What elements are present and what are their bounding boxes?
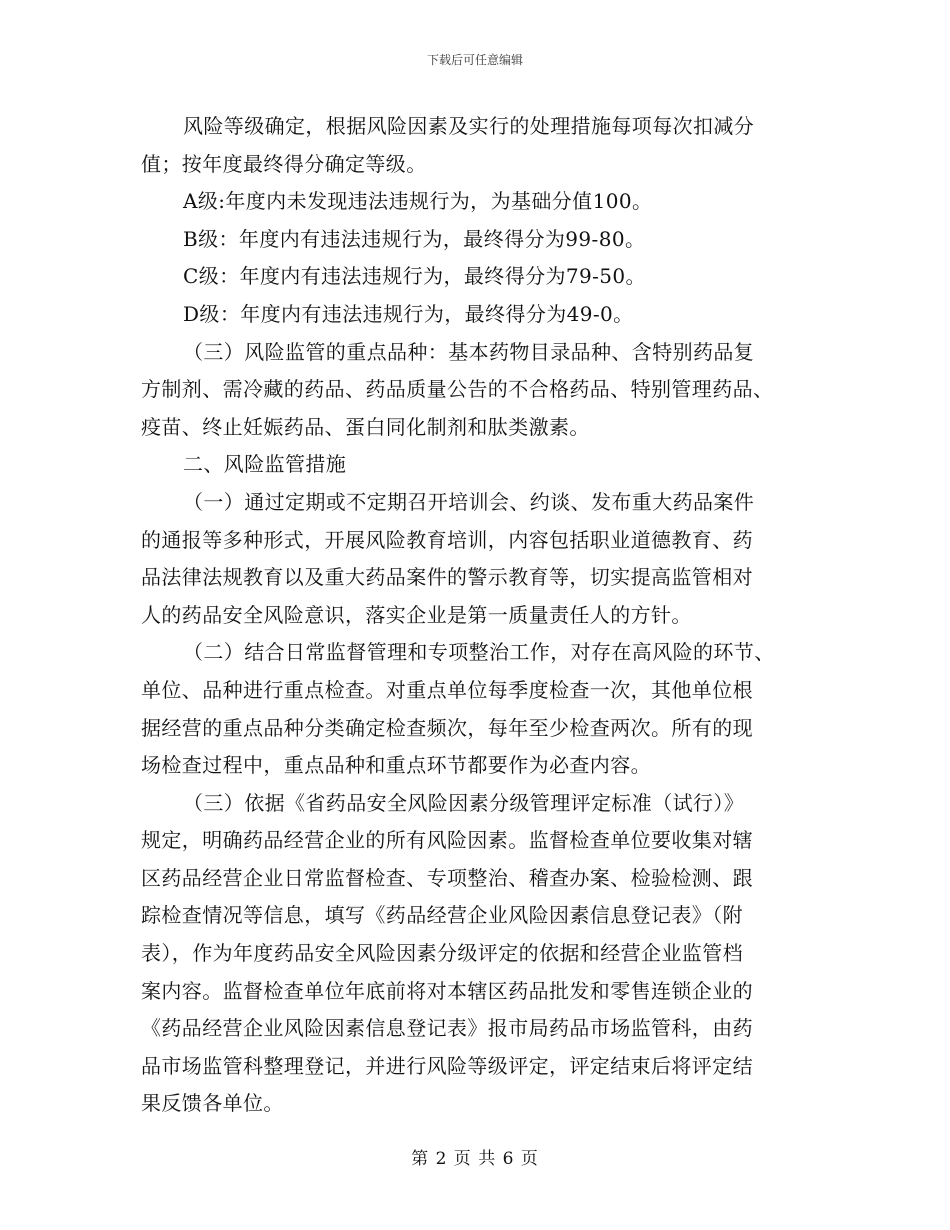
text-line: 果反馈各单位。 xyxy=(141,1091,284,1116)
text-line: 值；按年度最终得分确定等级。 xyxy=(141,151,427,176)
text-line: （三）依据《省药品安全风险因素分级管理评定标准（试行）》 xyxy=(183,790,745,815)
text-line: （一）通过定期或不定期召开培训会、约谈、发布重大药品案件 xyxy=(183,489,755,514)
text-line: 疫苗、终止妊娠药品、蛋白同化制剂和肽类激素。 xyxy=(141,414,590,439)
text-line: 风险等级确定，根据风险因素及实行的处理措施每项每次扣减分 xyxy=(183,114,755,138)
text-line: 规定，明确药品经营企业的所有风险因素。监督检查单位要收集对辖 xyxy=(141,828,753,853)
text-line: 表），作为年度药品安全风险因素分级评定的依据和经营企业监管档 xyxy=(141,941,743,966)
text-line: 据经营的重点品种分类确定检查频次，每年至少检查两次。所有的现 xyxy=(141,715,753,740)
text-line: 品市场监管科整理登记，并进行风险等级评定，评定结束后将评定结 xyxy=(141,1053,753,1078)
text-line: 单位、品种进行重点检查。对重点单位每季度检查一次，其他单位根 xyxy=(141,677,753,702)
text-line: D级：年度内有违法违规行为，最终得分为49-0。 xyxy=(183,301,634,326)
text-line: 《药品经营企业风险因素信息登记表》报市局药品市场监管科，由药 xyxy=(141,1016,753,1041)
page-header-note: 下载后可任意编辑 xyxy=(426,53,523,67)
text-line: （三）风险监管的重点品种：基本药物目录品种、含特别药品复 xyxy=(183,339,755,364)
text-line: 方制剂、需冷藏的药品、药品质量公告的不合格药品、特别管理药品、 xyxy=(141,377,774,402)
text-line: 场检查过程中，重点品种和重点环节都要作为必查内容。 xyxy=(141,753,651,778)
text-line: 区药品经营企业日常监督检查、专项整治、稽查办案、检验检测、跟 xyxy=(141,865,753,890)
text-line: 案内容。监督检查单位年底前将对本辖区药品批发和零售连锁企业的 xyxy=(141,978,753,1003)
text-line: （二）结合日常监督管理和专项整治工作，对存在高风险的环节、 xyxy=(183,640,775,665)
document-body xyxy=(141,108,809,1123)
text-line: 二、风险监管措施 xyxy=(183,452,347,477)
page-number: 第 2 页 共 6 页 xyxy=(411,1149,539,1169)
text-line: 人的药品安全风险意识，落实企业是第一质量责任人的方针。 xyxy=(141,602,692,627)
text-line: A级:年度内未发现违法违规行为，为基础分值100。 xyxy=(183,189,653,214)
text-line: C级：年度内有违法违规行为，最终得分为79-50。 xyxy=(183,264,646,289)
text-line: 品法律法规教育以及重大药品案件的警示教育等，切实提高监管相对 xyxy=(141,565,753,590)
text-line: 踪检查情况等信息，填写《药品经营企业风险因素信息登记表》（附 xyxy=(141,903,743,928)
text-line: B级：年度内有违法违规行为，最终得分为99-80。 xyxy=(183,226,646,251)
text-line: 的通报等多种形式，开展风险教育培训，内容包括职业道德教育、药 xyxy=(141,527,753,552)
